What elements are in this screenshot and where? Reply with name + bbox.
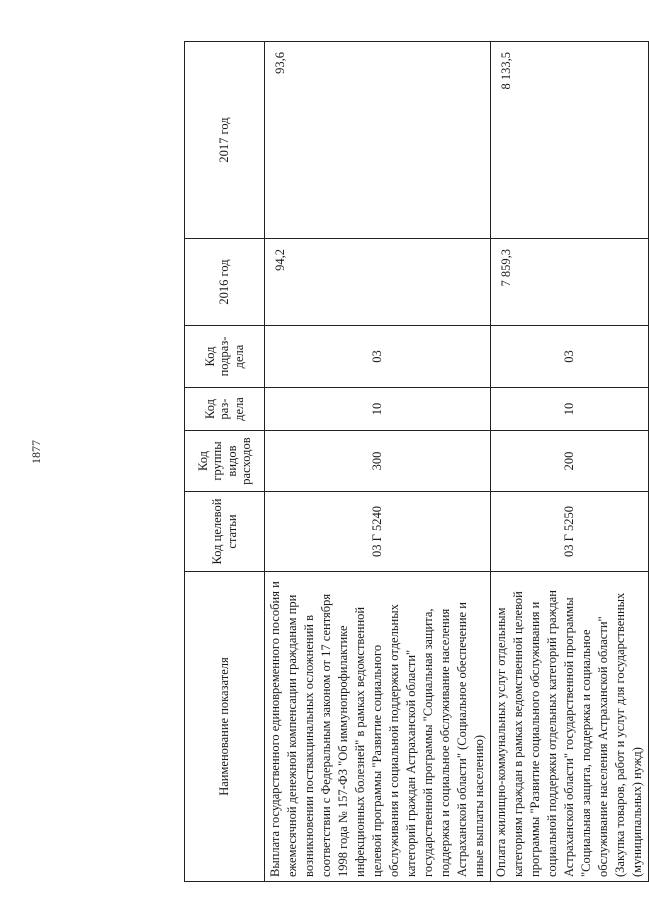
header-section-code: Код раз-дела (185, 388, 265, 431)
row-target-code: 03 Г 5240 (265, 492, 491, 572)
row-subsection-code: 03 (265, 326, 491, 388)
header-expense-group-code: Код группы видов расходов (185, 431, 265, 492)
row-year-2017: 8 133,5 (491, 42, 649, 239)
row-year-2016: 7 859,3 (491, 239, 649, 326)
row-target-code: 03 Г 5250 (491, 492, 649, 572)
rotated-table-container (184, 42, 644, 882)
page-number: 1877 (29, 440, 43, 464)
table-header-row (185, 42, 265, 882)
row-name: Оплата жилищно-коммунальных услуг отдельным категориям граждан в рамках ведомственной целевой программы "Развитие социального обслуживания и социальной поддержки отдельных категорий граждан Астраханской области" государственной программы "Социальная защита, поддержка и социальное обслуживание населения Астраханской области" (Закупка товаров, работ и услуг для государственных (муниципальных) нужд) (491, 572, 649, 882)
header-target-code: Код целевой статьи (185, 492, 265, 572)
row-section-code: 10 (491, 388, 649, 431)
table-row (491, 42, 649, 882)
row-subsection-code: 03 (491, 326, 649, 388)
row-expense-group-code: 200 (491, 431, 649, 492)
row-year-2017: 93,6 (265, 42, 491, 239)
row-section-code: 10 (265, 388, 491, 431)
row-name: Выплата государственного единовременного пособия и ежемесячной денежной компенсации гражданам при возникновении поствакцинальных осложнений в соответствии с Федеральным законом от 17 сентября 1998 года № 157-ФЗ "Об иммунопрофилактике инфекционных болезней" в рамках ведомственной целевой программы "Развитие социального обслуживания и социальной поддержки отдельных категорий граждан Астраханской области" государственной программы "Социальная защита, поддержка и социальное обслуживание населения Астраханской области" (Социальное обеспечение и иные выплаты населению) (265, 572, 491, 882)
budget-table (184, 41, 649, 882)
header-name: Наименование показателя (185, 572, 265, 882)
row-expense-group-code: 300 (265, 431, 491, 492)
table-row (265, 42, 491, 882)
header-year-2016: 2016 год (185, 239, 265, 326)
header-year-2017: 2017 год (185, 42, 265, 239)
header-subsection-code: Код подраз-дела (185, 326, 265, 388)
row-year-2016: 94,2 (265, 239, 491, 326)
